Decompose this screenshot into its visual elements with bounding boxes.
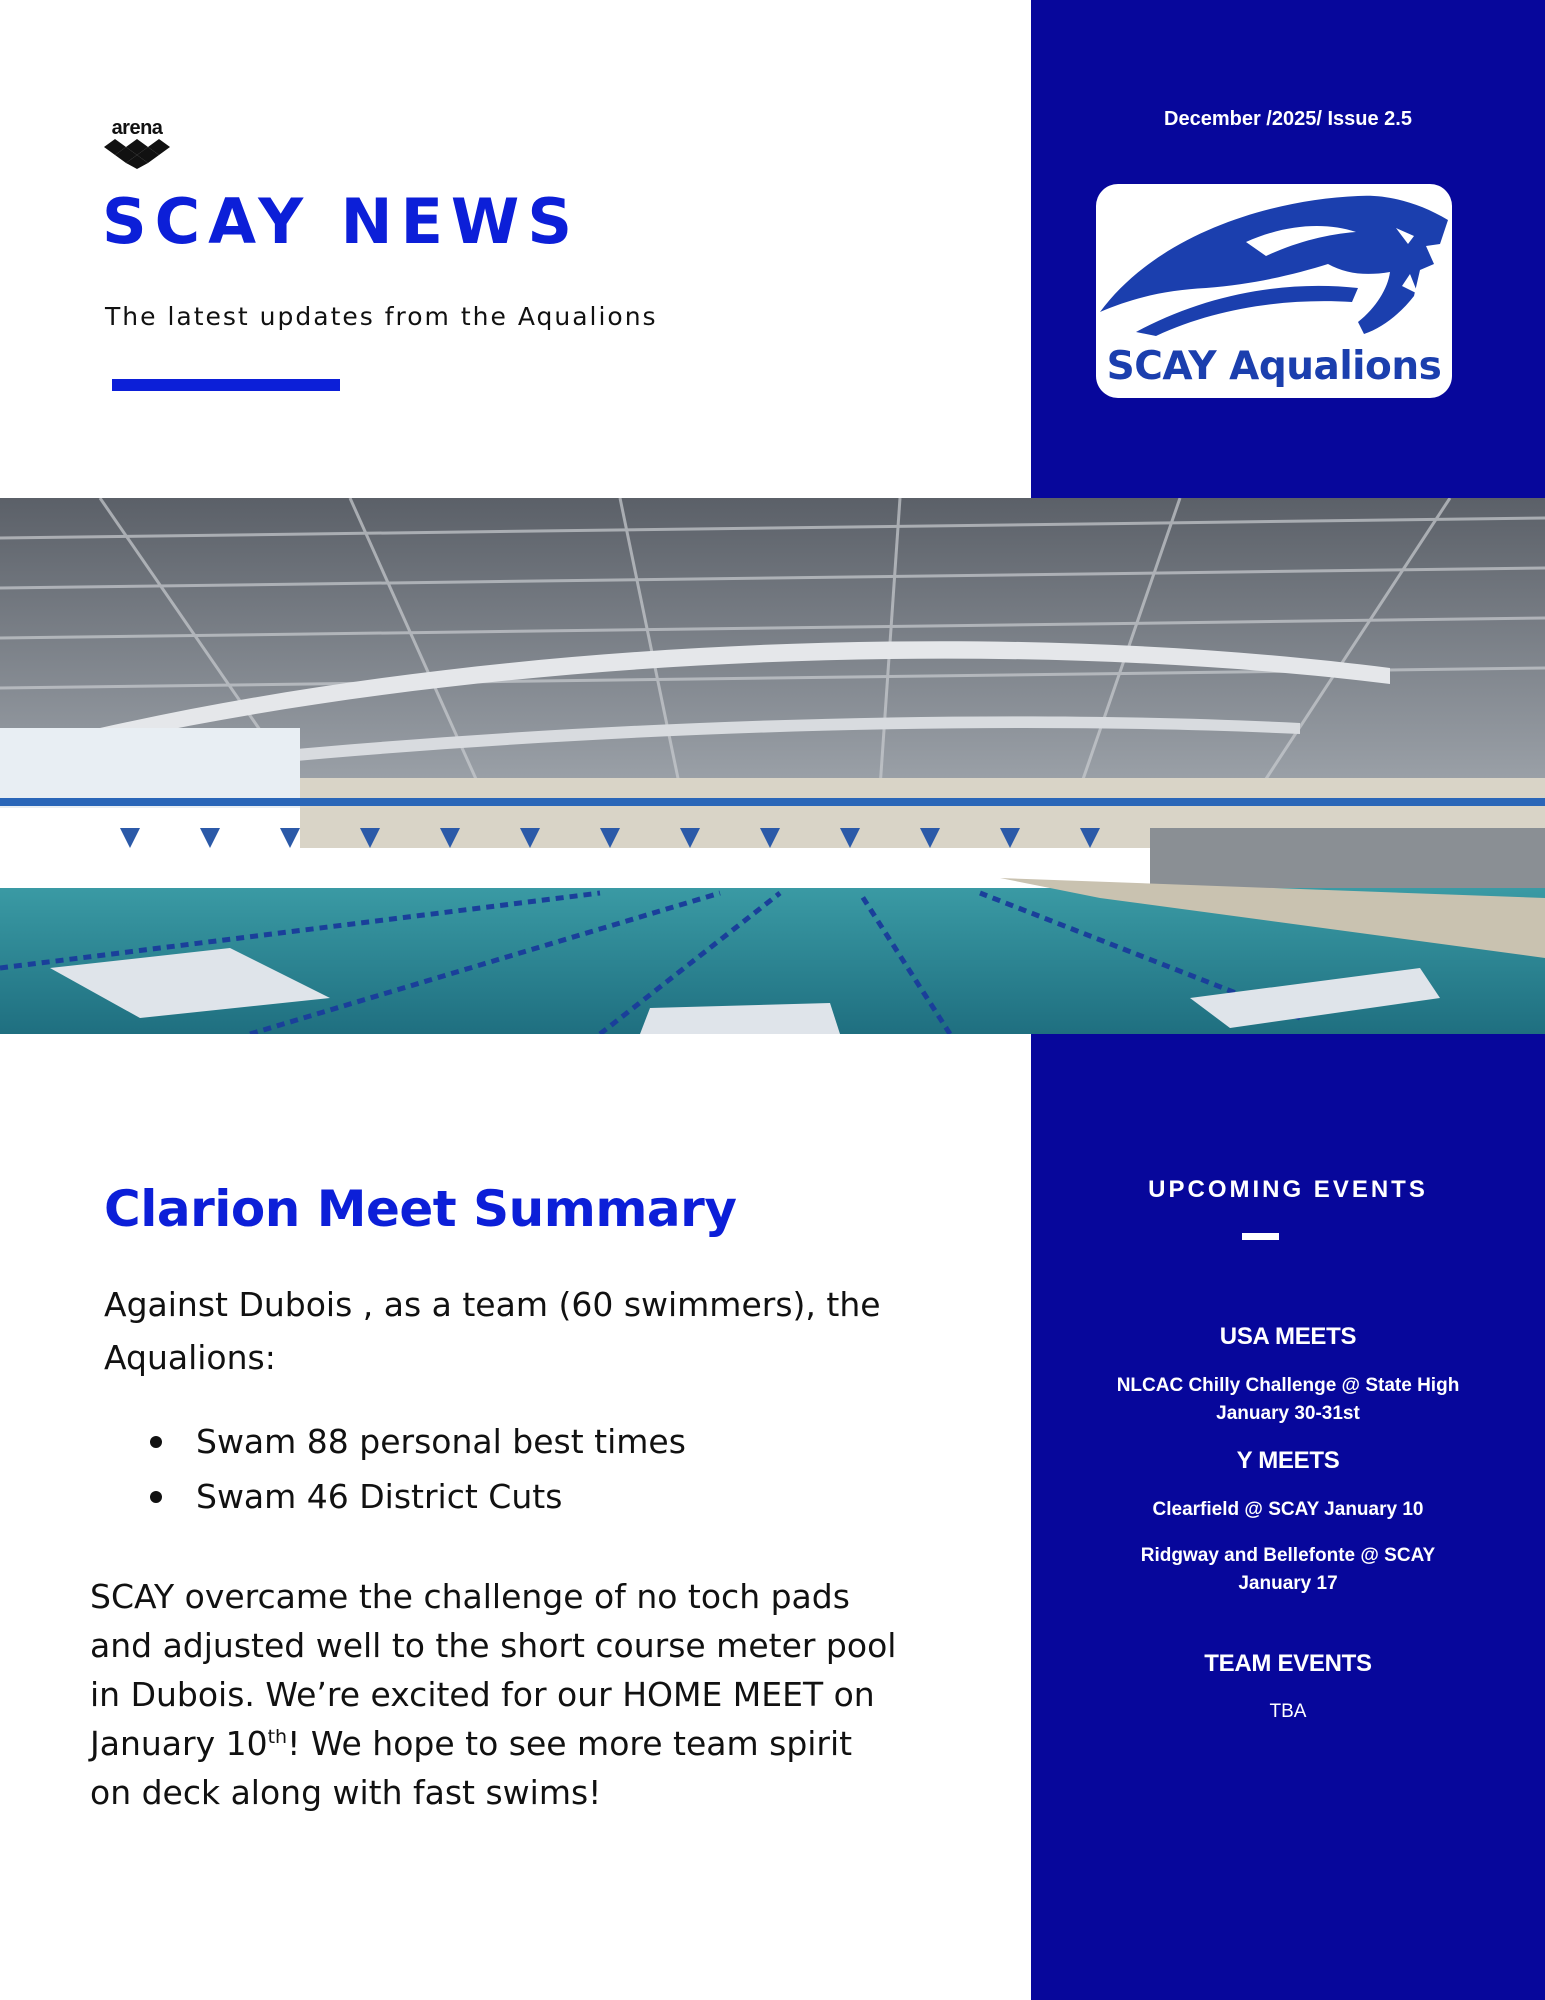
arena-logo	[102, 117, 172, 171]
bullet-icon	[150, 1436, 162, 1448]
body-line-4-pre: January 10	[90, 1724, 268, 1763]
body-line-3: in Dubois. We’re excited for our HOME MEET on	[90, 1675, 875, 1714]
body-line-1: SCAY overcame the challenge of no toch pads	[90, 1577, 850, 1616]
stats-list	[150, 1414, 686, 1524]
issue-line: December /2025/ Issue 2.5	[1164, 108, 1412, 130]
article-heading: Clarion Meet Summary	[104, 1180, 737, 1238]
team-events-heading: TEAM EVENTS	[1204, 1650, 1372, 1677]
body-line-5: on deck along with fast swims!	[90, 1773, 602, 1812]
newsletter-title: SCAY NEWS	[102, 185, 580, 258]
newsletter-subtitle: The latest updates from the Aqualions	[105, 302, 658, 331]
stat-text: Swam 88 personal best times	[196, 1422, 686, 1461]
events-divider	[1242, 1233, 1279, 1240]
stat-text: Swam 46 District Cuts	[196, 1477, 563, 1516]
y-meet-2-date: January 17	[1238, 1573, 1338, 1594]
arena-logo-text: arena	[111, 117, 163, 139]
list-item	[150, 1469, 686, 1524]
usa-meet-1-name: NLCAC Chilly Challenge @ State High	[1116, 1375, 1460, 1396]
team-logo-text: SCAY Aqualions	[1106, 344, 1442, 389]
arena-diamond-icon	[104, 139, 170, 169]
body-line-4-sup: th	[267, 1726, 288, 1748]
intro-line-2: Aqualions:	[104, 1338, 276, 1377]
list-item	[150, 1414, 686, 1469]
accent-bar	[112, 379, 340, 391]
bullet-icon	[150, 1491, 162, 1503]
body-line-2: and adjusted well to the short course meter pool	[90, 1626, 897, 1665]
article-body	[90, 1572, 920, 1817]
y-meet-2-name: Ridgway and Bellefonte @ SCAY	[1140, 1545, 1436, 1566]
body-line-4-post: ! We hope to see more team spirit	[287, 1724, 853, 1763]
team-events-value: TBA	[1269, 1701, 1307, 1722]
usa-meets-heading: USA MEETS	[1219, 1323, 1357, 1350]
aqualion-cougar-icon	[1096, 184, 1452, 354]
team-logo-card	[1096, 184, 1452, 398]
usa-meet-1-date: January 30-31st	[1216, 1403, 1360, 1424]
intro-line-1: Against Dubois , as a team (60 swimmers), the	[104, 1285, 881, 1324]
y-meets-heading: Y MEETS	[1236, 1447, 1340, 1474]
pool-hero-photo	[0, 498, 1545, 1034]
article-intro	[104, 1278, 904, 1384]
y-meet-1: Clearfield @ SCAY January 10	[1152, 1499, 1424, 1520]
events-heading: UPCOMING EVENTS	[1148, 1176, 1428, 1203]
